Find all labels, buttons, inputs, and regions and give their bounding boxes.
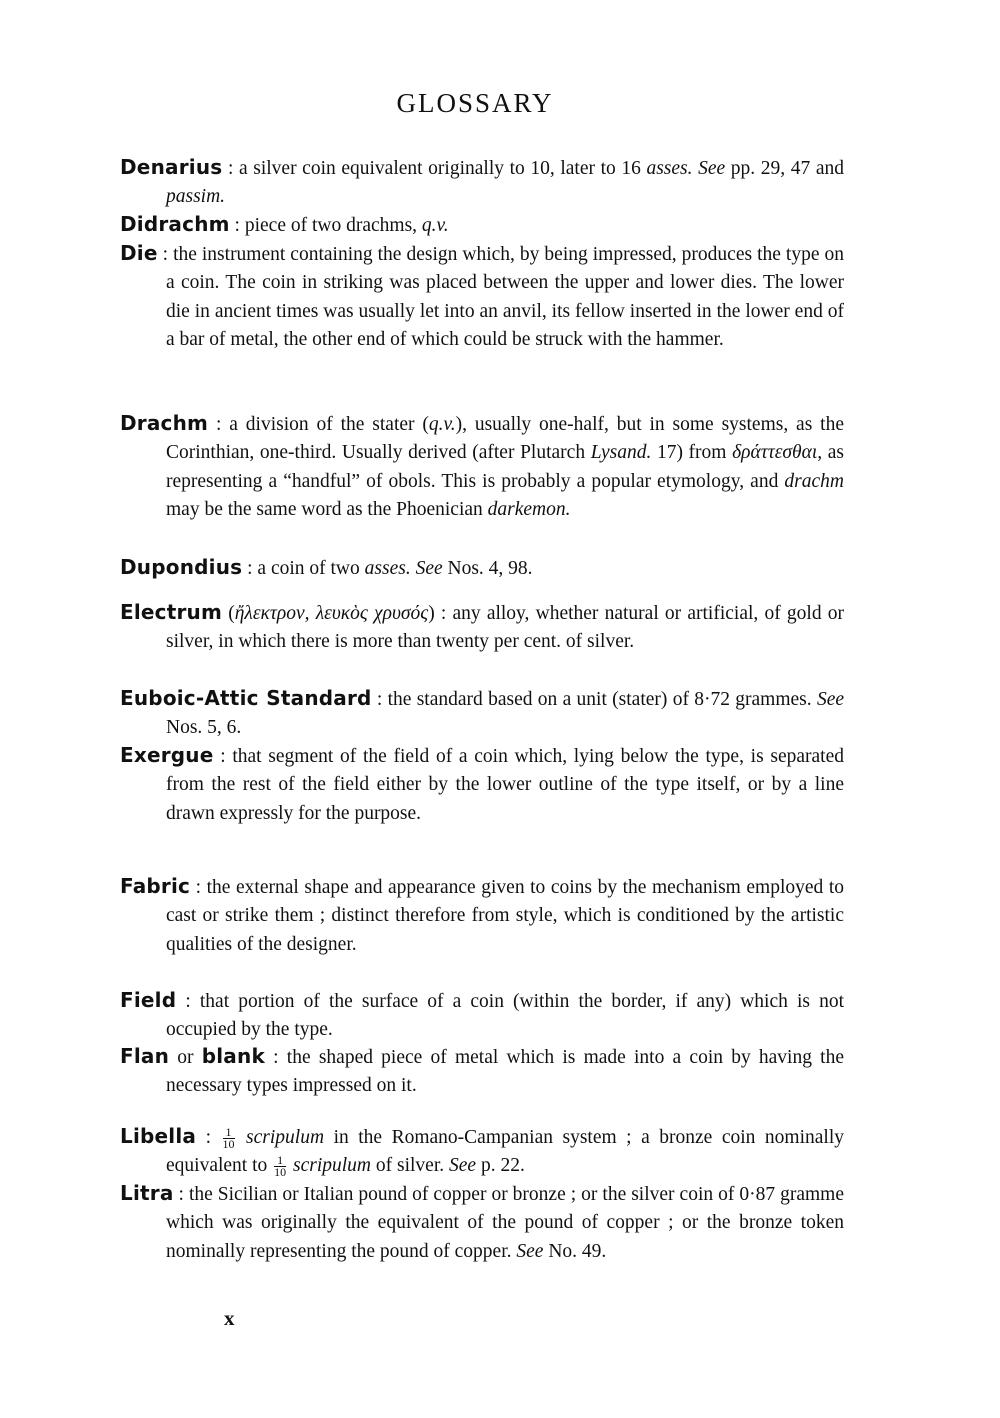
entry-denarius: Denarius : a silver coin equivalent originally to 10, later to 16 asses. See pp. 29, 47 and passim.: [120, 155, 845, 208]
definition-text: that portion of the surface of a coin (within the border, if any) which is not occupied by the type.: [166, 991, 844, 1041]
entry-exergue: Exergue : that segment of the field of a coin which, lying below the type, is separated from the rest of the field either by the lower outline of the type itself, or by a line drawn expressly for the purpose.: [120, 743, 844, 824]
fraction-one-tenth: $\frac{1}{10}$: [222, 1125, 235, 1152]
term-electrum: Electrum: [120, 600, 223, 624]
term-litra: Litra: [120, 1181, 174, 1205]
entry-litra: Litra : the Sicilian or Italian pound of copper or bronze ; or the silver coin of 0·87 gramme which was originally the equivalent of the pound of copper ; or the bronze token nominally representing the pound of copper. See No. 49.: [120, 1181, 844, 1262]
definition-text: in the Romano-Campanian system ; a bronze coin nominally equivalent to: [166, 1127, 844, 1177]
page-title: GLOSSARY: [396, 88, 554, 118]
definition-text: the external shape and appearance given to coins by the mechanism employed to cast or strike them ; distinct therefore from style, which is conditioned by the artistic qualities of the designer.: [166, 877, 844, 955]
definition-text: the instrument containing the design which, by being impressed, produces the type on a coin. The coin in striking was placed between the upper and lower dies. The lower die in ancient times was usually let into an anvil, its fellow inserted in the lower end of a bar of metal, the other end of which could be struck with the hammer.: [166, 244, 844, 351]
entry-libella: Libella : $\frac{1}{10}$ scripulum in the Romano-Campanian system ; a bronze coin nominally equivalent to $\frac{1}{10}$ scripulum of silver. See p. 22.: [120, 1124, 844, 1180]
entry-fabric: Fabric : the external shape and appearance given to coins by the mechanism employed to cast or strike them ; distinct therefore from style, which is conditioned by the artistic qualities of the designer.: [120, 874, 844, 955]
term-libella: Libella: [120, 1124, 197, 1148]
term-denarius: Denarius: [120, 155, 223, 179]
page-number: x: [224, 1306, 236, 1330]
fraction-one-tenth: $\frac{1}{10}$: [274, 1153, 287, 1180]
definition-text: the Sicilian or Italian pound of copper or bronze ; or the silver coin of 0·87 gramme which was originally the equivalent of the pound of copper ; or the bronze token nominally representing the pound of copper.: [166, 1184, 844, 1262]
term-didrachm: Didrachm: [120, 212, 230, 236]
entry-electrum: Electrum (ἤλεκτρον, λευκὸς χρυσός) : any alloy, whether natural or artificial, of gold or silver, in which there is more than twenty per cent. of silver.: [120, 600, 844, 653]
entry-euboic-attic-standard: Euboic-Attic Standard : the standard based on a unit (stater) of 8·72 grammes. See Nos. 5, 6.: [120, 686, 845, 739]
term-dupondius: Dupondius: [120, 555, 243, 579]
entry-didrachm: Didrachm : piece of two drachms, q.v.: [120, 212, 449, 236]
definition-text: a coin of two: [257, 558, 365, 579]
entry-drachm: Drachm : a division of the stater (q.v.), usually one-half, but in some systems, as the Corinthian, one-third. Usually derived (after Plutarch Lysand. 17) from δράττεσθαι, as representing a “handful” of obols. This is probably a popular etymology, and drachm may be the same word as the Phoenician darkemon.: [120, 411, 844, 521]
entry-flan-or-blank: Flan or blank : the shaped piece of metal which is made into a coin by having the necessary types impressed on it.: [120, 1044, 845, 1097]
entry-die: Die : the instrument containing the design which, by being impressed, produces the type on a coin. The coin in striking was placed between the upper and lower dies. The lower die in ancient times was usually let into an anvil, its fellow inserted in the lower end of a bar of metal, the other end of which could be struck with the hammer.: [120, 241, 844, 351]
definition-text: the standard based on a unit (stater) of 8·72 grammes.: [387, 689, 817, 710]
term-exergue: Exergue: [120, 743, 214, 767]
term-field: Field: [120, 988, 177, 1012]
term-fabric: Fabric: [120, 874, 191, 898]
definition-text: piece of two drachms,: [244, 215, 422, 236]
definition-text: a silver coin equivalent originally to 10, later to 16: [239, 158, 647, 179]
definition-text: the shaped piece of metal which is made into a coin by having the necessary types impressed on it.: [166, 1047, 845, 1097]
term-drachm: Drachm: [120, 411, 209, 435]
term-euboic-attic-standard: Euboic-Attic Standard: [120, 686, 372, 710]
definition-text: ) : any alloy, whether natural or artificial, of gold or silver, in which there is more than twenty per cent. of silver.: [166, 603, 844, 653]
entry-field: Field : that portion of the surface of a coin (within the border, if any) which is not occupied by the type.: [120, 988, 844, 1041]
term-flan: Flan: [120, 1044, 170, 1068]
definition-text: that segment of the field of a coin which, lying below the type, is separated from the rest of the field either by the lower outline of the type itself, or by a line drawn expressly for the purpose.: [166, 746, 844, 824]
term-blank: blank: [201, 1044, 265, 1068]
term-die: Die: [120, 241, 158, 265]
entry-dupondius: Dupondius : a coin of two asses. See Nos. 4, 98.: [120, 555, 533, 579]
definition-text: a division of the stater (: [229, 414, 429, 435]
